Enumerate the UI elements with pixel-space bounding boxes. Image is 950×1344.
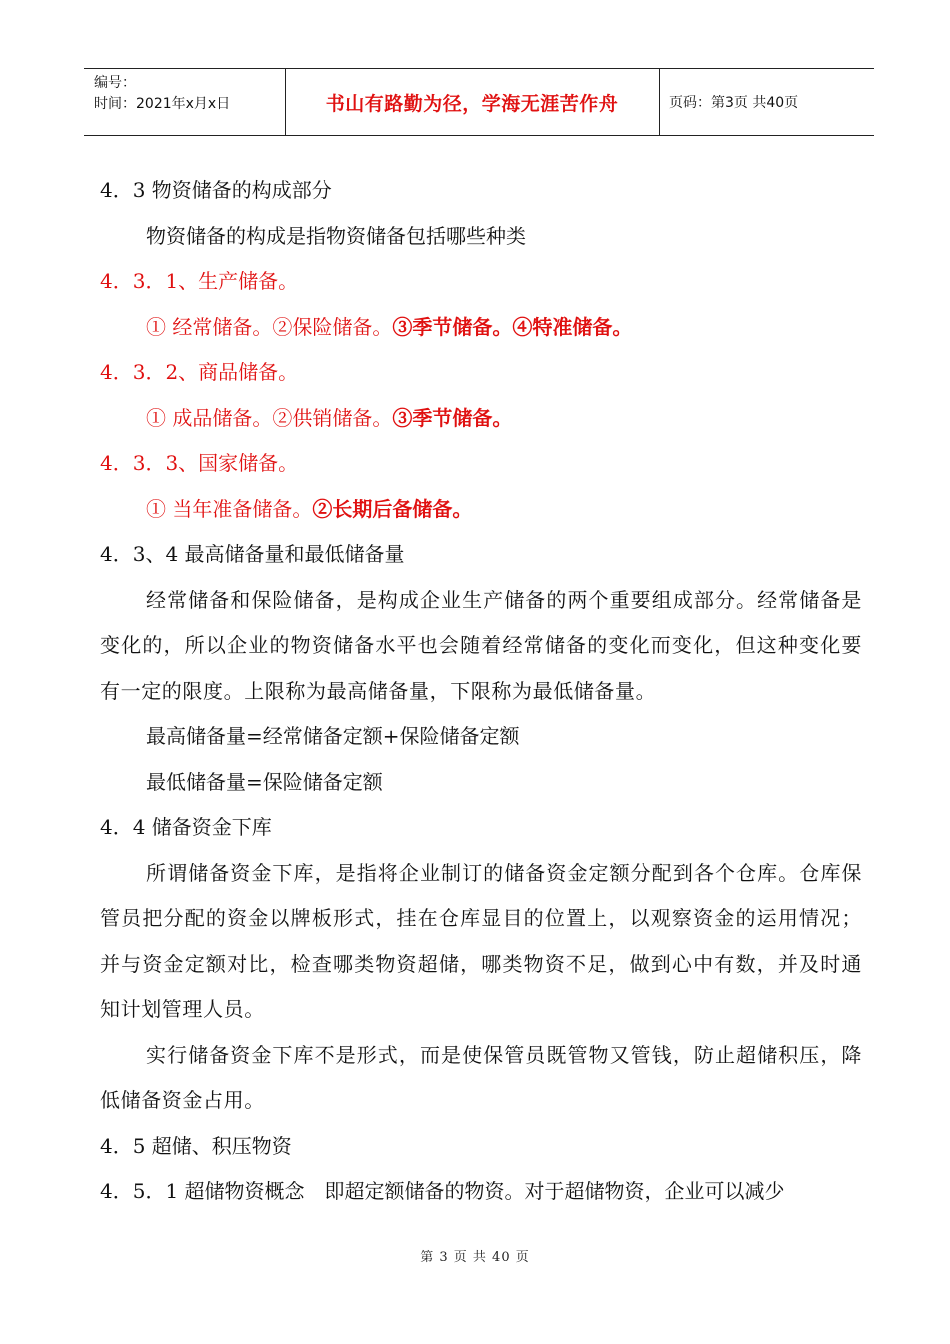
- header-divider: [659, 69, 660, 135]
- list-text: ① 成品储备。②供销储备。: [146, 405, 393, 430]
- page-footer: 第 3 页 共 40 页: [420, 1250, 530, 1265]
- section-heading-4-3-2: 4．3．2、商品储备。: [100, 360, 299, 384]
- list-text: ① 经常储备。②保险储备。: [146, 314, 393, 339]
- paragraph: 实行储备资金下库不是形式，而是使保管员既管物又管钱，防止超储积压，降低储备资金占用。: [100, 1042, 862, 1112]
- list-item: [100, 487, 862, 533]
- section-heading-4-3-3: 4．3．3、国家储备。: [100, 451, 299, 475]
- paragraph: 经常储备和保险储备，是构成企业生产储备的两个重要组成部分。经常储备是变化的，所以企业的物资储备水平也会随着经常储备的变化而变化，但这种变化要有一定的限度。上限称为最高储备量，下限称为最低储备量。: [100, 587, 862, 703]
- header-meta: [94, 73, 230, 115]
- page-header: [84, 68, 874, 136]
- paragraph: 物资储备的构成是指物资储备包括哪些种类: [146, 223, 526, 248]
- header-page-info: 页码：第3页 共40页: [669, 95, 799, 111]
- time-label: 时间：2021年x月x日: [94, 96, 231, 112]
- list-text-bold: ③季节储备。④特准储备。: [392, 314, 633, 339]
- section-heading-4-3: 4．3 物资储备的构成部分: [100, 178, 332, 202]
- section-heading-4-5: 4．5 超储、积压物资: [100, 1133, 292, 1158]
- list-item: [100, 396, 862, 442]
- document-body: [100, 168, 862, 1215]
- section-heading-4-4: 4．4 储备资金下库: [100, 815, 272, 839]
- header-motto: 书山有路勤为径，学海无涯苦作舟: [325, 92, 619, 115]
- formula-max: 最高储备量=经常储备定额+保险储备定额: [146, 724, 520, 748]
- section-heading-4-3-4: 4．3、4 最高储备量和最低储备量: [100, 542, 405, 566]
- list-text: ① 当年准备储备。: [146, 496, 313, 521]
- list-text-bold: ③季节储备。: [392, 405, 513, 430]
- section-heading-4-3-1: 4．3．1、生产储备。: [100, 269, 299, 293]
- number-label: 编号：: [94, 75, 136, 91]
- list-item: [100, 305, 862, 351]
- section-heading-4-5-1: 4．5．1 超储物资概念 即超定额储备的物资。对于超储物资，企业可以减少: [100, 1179, 785, 1203]
- formula-min: 最低储备量=保险储备定额: [146, 769, 383, 794]
- paragraph: 所谓储备资金下库，是指将企业制订的储备资金定额分配到各个仓库。仓库保管员把分配的资金以牌板形式，挂在仓库显目的位置上，以观察资金的运用情况；并与资金定额对比，检查哪类物资超储，哪类物资不足，做到心中有数，并及时通知计划管理人员。: [100, 860, 862, 1021]
- list-text-bold: ②长期后备储备。: [312, 496, 473, 521]
